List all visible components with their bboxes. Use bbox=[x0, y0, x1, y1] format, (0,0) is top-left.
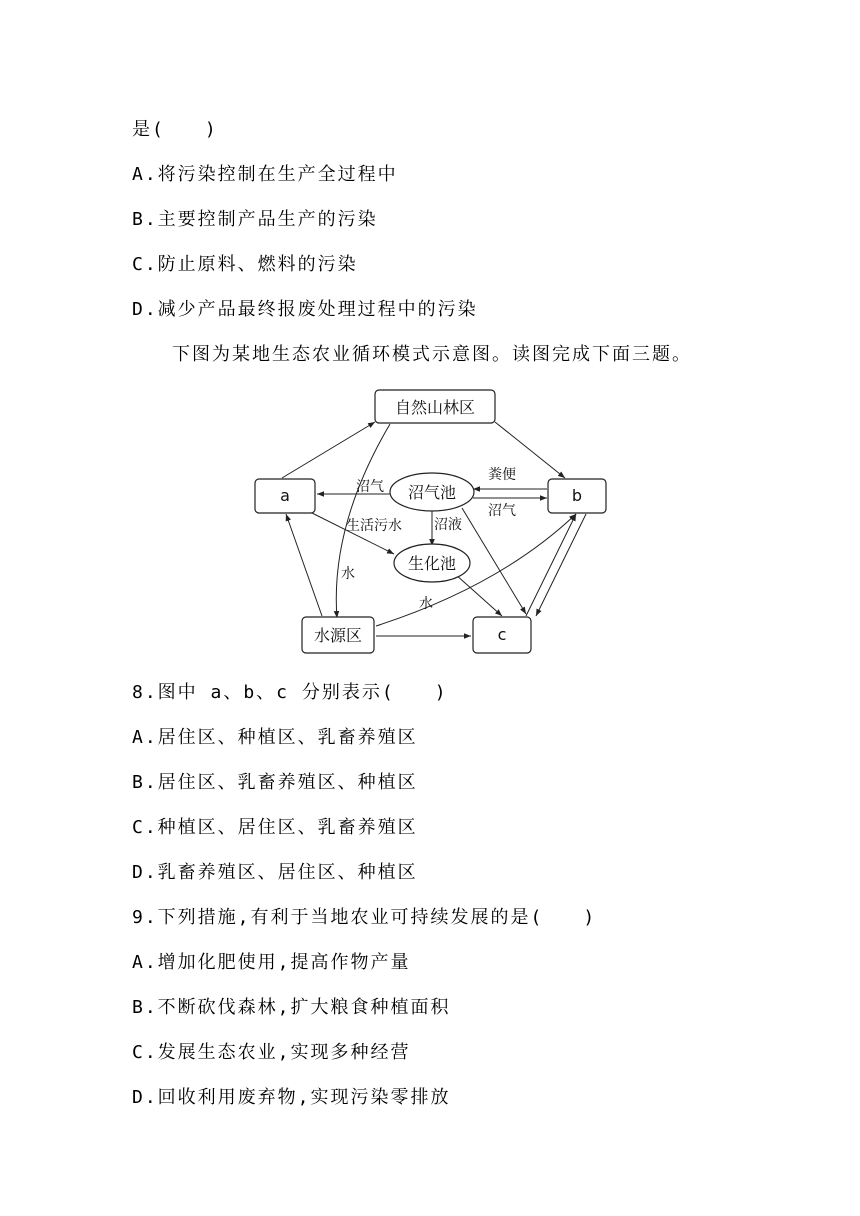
ecological-agriculture-cycle-diagram bbox=[240, 386, 620, 656]
prev-question-tail: 是( ) bbox=[132, 119, 218, 140]
q8-option-d: D.乳畜养殖区、居住区、种植区 bbox=[132, 862, 418, 883]
q8-option-c: C.种植区、居住区、乳畜养殖区 bbox=[132, 817, 418, 838]
q9-option-b: B.不断砍伐森林,扩大粮食种植面积 bbox=[132, 997, 451, 1018]
label-biogas-right: 沼气 bbox=[488, 503, 516, 519]
arrow-a-to-forest bbox=[282, 422, 375, 478]
node-biochem-pool-label: 生化池 bbox=[407, 554, 457, 573]
prev-option-a: A.将污染控制在生产全过程中 bbox=[132, 164, 398, 185]
node-b-label: b bbox=[571, 486, 583, 505]
arrow-b-to-c bbox=[536, 514, 586, 616]
node-a-label: a bbox=[280, 486, 290, 505]
prev-option-d: D.减少产品最终报废处理过程中的污染 bbox=[132, 299, 478, 320]
q9-stem: 9.下列措施,有利于当地农业可持续发展的是( ) bbox=[132, 907, 597, 928]
q8-option-a: A.居住区、种植区、乳畜养殖区 bbox=[132, 727, 418, 748]
label-slurry: 沼液 bbox=[434, 517, 462, 533]
label-water-left: 水 bbox=[341, 566, 355, 582]
q8-stem: 8.图中 a、b、c 分别表示( ) bbox=[132, 682, 448, 703]
q8-option-b: B.居住区、乳畜养殖区、种植区 bbox=[132, 772, 418, 793]
arrow-water-to-a bbox=[286, 514, 322, 616]
intro-text: 下图为某地生态农业循环模式示意图。读图完成下面三题。 bbox=[172, 344, 692, 365]
label-biogas-left: 沼气 bbox=[356, 479, 384, 495]
arrow-biochem-to-c bbox=[455, 574, 502, 616]
arrow-c-to-b bbox=[526, 514, 576, 616]
prev-option-b: B.主要控制产品生产的污染 bbox=[132, 209, 378, 230]
label-sewage: 生活污水 bbox=[346, 518, 402, 534]
prev-option-c: C.防止原料、燃料的污染 bbox=[132, 254, 358, 275]
label-water-bottom: 水 bbox=[419, 596, 433, 612]
q9-option-c: C.发展生态农业,实现多种经营 bbox=[132, 1042, 411, 1063]
q9-option-d: D.回收利用废弃物,实现污染零排放 bbox=[132, 1087, 451, 1108]
node-biogas-pool-label: 沼气池 bbox=[407, 483, 457, 502]
node-forest-label: 自然山林区 bbox=[394, 398, 476, 417]
node-water-source-label: 水源区 bbox=[313, 626, 363, 645]
label-manure: 粪便 bbox=[488, 467, 516, 483]
q9-option-a: A.增加化肥使用,提高作物产量 bbox=[132, 952, 411, 973]
node-c-label: c bbox=[497, 625, 507, 644]
